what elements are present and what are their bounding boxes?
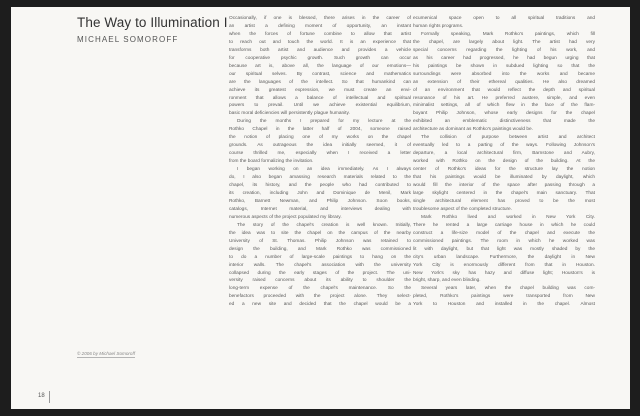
text-line: catalogs, Internet material, and interviews dealing with: [229, 206, 411, 212]
text-line: do, I also began amassing research materials related to the: [229, 175, 411, 181]
page-title: The Way to Illumination I: [77, 15, 228, 30]
text-line: numerous aspects of the project populated my library.: [229, 214, 342, 220]
text-line: that his paintings would be illuminated by daylight, which: [413, 175, 595, 181]
text-line: During the months I prepared for my lecture at the: [237, 119, 411, 125]
text-line: The story of the chapel's creation is well known. Initially,: [237, 222, 411, 228]
text-line: minimalist settings, all of which flew in the face of the flam-: [413, 103, 595, 109]
text-line: from the board formalizing the invitation.: [229, 159, 314, 165]
text-line: commissioned paintings. The room in which he worked was: [413, 238, 595, 244]
text-line: I began working on an idea immediately. As I always: [237, 167, 411, 173]
text-line: long-term expense of the chapel's maintenance. So the: [229, 286, 411, 292]
text-line: eventually led to a parting of the ways. Following Johnson's: [413, 143, 595, 149]
text-line: center of Rothko's ideas for the structure lay the notion: [413, 167, 595, 173]
text-line: design the building, and Mark Rothko was commissioned: [229, 246, 411, 252]
text-line: resonance of his art. He preferred austere, simple, and even: [413, 95, 595, 101]
text-line: city's urban landscape. Furthermore, the daylight in New: [413, 254, 595, 260]
text-line: grounds. As outrageous the idea initially seemed, it of: [229, 143, 411, 149]
text-line: to do a number of large-scale paintings to hang on the: [229, 254, 411, 260]
text-line: to reach out and touch the world. It is an experience that: [229, 39, 411, 45]
text-line: the idea was to site the chapel on the campus of the nearby: [229, 230, 411, 236]
text-line: would fill the interior of the space after passing through a: [413, 183, 595, 189]
text-line: Rothko, Barnett Newman, and Philip Johnson. Soon books,: [229, 198, 411, 204]
text-line: troublesome aspect of the completed structure.: [413, 206, 513, 212]
text-line: lit with daylight, but that light was mostly shaded by the: [413, 246, 595, 252]
text-line: York City is enormously different from that in Houston.: [413, 262, 595, 268]
text-line: construct a life-size model of the chapel and execute the: [413, 230, 595, 236]
text-line: Formally speaking, Mark Rothko's paintings, which fill: [421, 31, 595, 37]
text-line: There he rented a large carriage house in which he could: [413, 222, 595, 228]
text-line: York to Houston and installed in the chapel. Almost: [413, 302, 595, 308]
page-number-rule: [49, 391, 50, 403]
text-line: an artist a defining moment of opportunity, an instant: [229, 23, 411, 29]
text-line: worked with Rothko on the design of the building. At the: [413, 159, 595, 165]
text-line: ronment that allows a balance of intellectual and spiritual: [229, 95, 411, 101]
text-line: bright, sharp, and even blinding.: [413, 278, 481, 284]
text-line: large skylight centered in the chapel's main sanctuary. That: [413, 190, 595, 196]
text-line: ecumenical space open to all spiritual traditions and: [413, 16, 595, 21]
text-line: surroundings were absorbed into the works and became: [413, 71, 595, 77]
text-line: the notion of placing one of my works on the chapel: [229, 135, 411, 141]
text-line: Rothko Chapel in the latter half of 2004, someone raised: [229, 127, 411, 133]
text-line: special concerns regarding the lighting of his work, and: [413, 47, 595, 53]
text-line: the chapel, are largely about light. The artist had very: [413, 39, 595, 45]
text-line: our spiritual selves. By contrast, science and mathematics: [229, 71, 411, 77]
text-line: as his career had progressed, he had begun urging that: [413, 55, 595, 61]
text-column-right: [413, 15, 595, 309]
text-line: New York's sky has hazy and diffuse light; Houston's is: [413, 270, 595, 276]
text-line: departure, a local architectural firm, Barnstone and Aubry,: [413, 151, 595, 157]
text-line: transforms both artist and audience and provides a vehicle: [229, 47, 411, 53]
text-line: Mark Rothko lived and worked in New York City.: [421, 214, 595, 220]
text-line: versity raised concerns about its ability to shoulder the: [229, 278, 411, 284]
text-line: interior walls. The chapel's association with the university: [229, 262, 411, 268]
text-line: because art is, above all, the language of our emotions—: [229, 63, 411, 69]
text-line: collapsed during the early stages of the project. The uni-: [229, 270, 411, 276]
text-line: ed a new site and decided that the chapel would be a: [229, 302, 411, 308]
book-page: [11, 7, 630, 409]
text-line: The collision of purpose between artist and architect: [421, 135, 595, 141]
text-line: benefactors proceeded with the project alone. They select-: [229, 294, 411, 300]
text-line: when the forces of fortune combine to allow that artist: [229, 31, 411, 37]
text-line: course thrilled me, especially when I received a letter: [229, 151, 411, 157]
text-line: its creation, including John and Dominique de Menil, Mark: [229, 190, 411, 196]
text-line: achieve its greatest expression, we must create an envi-: [229, 87, 411, 93]
text-line: architecture as dominant as Rothko's paintings would be.: [413, 127, 533, 133]
text-line: chapel, its history, and the people who had contributed to: [229, 183, 411, 189]
author-name: MICHAEL SOMOROFF: [77, 35, 179, 44]
text-line: Occasionally, if one is blessed, there arises in the career of: [229, 16, 411, 21]
text-line: his paintings be shown in subdued lighting so that the: [413, 63, 595, 69]
text-line: of an environment that would reflect the depth and spiritual: [413, 87, 595, 93]
text-line: boyant Philip Johnson, whose early designs for the chapel: [413, 111, 595, 117]
text-line: are the languages of the intellect. So that humankind can: [229, 79, 411, 85]
text-line: powers to prevail. Until we achieve existential equilibrium,: [229, 103, 411, 109]
text-line: single architectural element has proved to be the most: [413, 198, 595, 204]
text-line: exhibited an emblematic distinctiveness that made the: [413, 119, 595, 125]
text-line: human rights programs.: [413, 23, 464, 29]
text-line: Several years later, when the chapel building was com-: [421, 286, 595, 292]
text-line: an extension of their ethereal qualities. He also dreamed: [413, 79, 595, 85]
text-line: pleted, Rothko's paintings were transported from New: [413, 294, 595, 300]
text-line: University of St. Thomas. Philip Johnson was retained to: [229, 238, 411, 244]
page-number: 18: [38, 393, 45, 399]
text-line: basic moral deficiencies will persistently plague humanity.: [229, 111, 350, 117]
copyright-notice: © 2006 by Michael Somoroff: [77, 351, 136, 356]
text-column-left: [229, 15, 411, 309]
text-line: for cooperative psychic growth. Such growth can occur: [229, 55, 411, 61]
